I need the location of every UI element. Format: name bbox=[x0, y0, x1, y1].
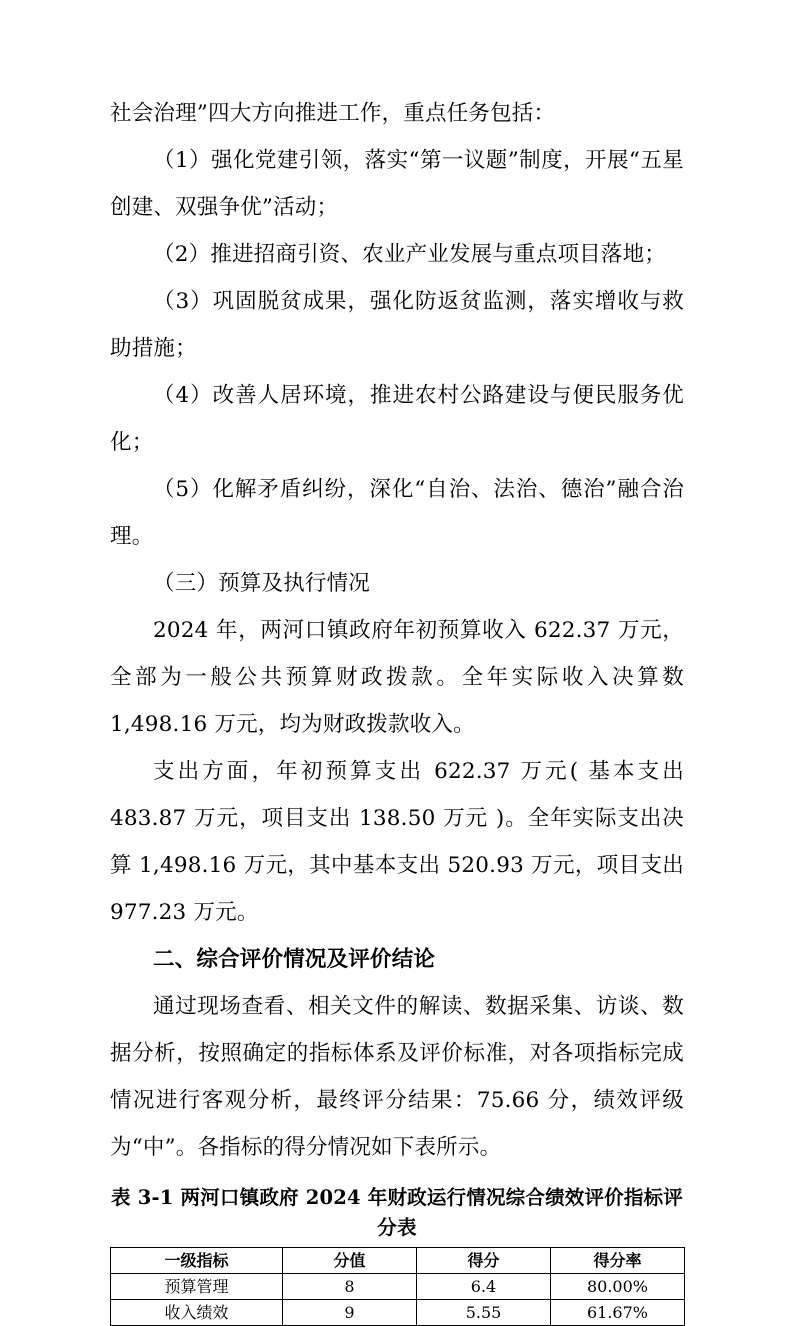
table-cell: 61.67% bbox=[551, 1300, 685, 1326]
score-table bbox=[110, 1247, 685, 1326]
paragraph: 通过现场查看、相关文件的解读、数据采集、访谈、数据分析，按照确定的指标体系及评价标准，对各项指标完成情况进行客观分析，最终评分结果：75.66 分，绩效评级为“中”。各指标的得分情况如下表所示。 bbox=[110, 994, 684, 1160]
table-cell: 9 bbox=[283, 1300, 417, 1326]
paragraph: 2024 年，两河口镇政府年初预算收入 622.37 万元，全部为一般公共预算财政拨款。全年实际收入决算数 1,498.16 万元，均为财政拨款收入。 bbox=[110, 618, 684, 737]
table-cell: 80.00% bbox=[551, 1274, 685, 1300]
paragraph: （3）巩固脱贫成果，强化防返贫监测，落实增收与救助措施； bbox=[110, 289, 684, 361]
table-header-cell: 得分 bbox=[417, 1248, 551, 1274]
paragraph: （2）推进招商引资、农业产业发展与重点项目落地； bbox=[153, 242, 666, 267]
section-heading: 二、综合评价情况及评价结论 bbox=[153, 947, 436, 972]
table-cell: 收入绩效 bbox=[111, 1300, 283, 1326]
subsection-heading: （三）预算及执行情况 bbox=[153, 571, 371, 596]
table-caption: 表 3-1 两河口镇政府 2024 年财政运行情况综合绩效评价指标评分表 bbox=[111, 1186, 683, 1239]
table-cell: 8 bbox=[283, 1274, 417, 1300]
paragraph: 社会治理”四大方向推进工作，重点任务包括： bbox=[110, 101, 556, 126]
table-header-cell: 分值 bbox=[283, 1248, 417, 1274]
paragraph: （1）强化党建引领，落实“第一议题”制度，开展“五星创建、双强争优”活动； bbox=[110, 148, 684, 220]
table-row bbox=[111, 1300, 685, 1326]
paragraph: （4）改善人居环境，推进农村公路建设与便民服务优化； bbox=[110, 383, 684, 455]
table-header-row bbox=[111, 1248, 685, 1274]
table-cell: 6.4 bbox=[417, 1274, 551, 1300]
table-cell: 5.55 bbox=[417, 1300, 551, 1326]
paragraph: 支出方面，年初预算支出 622.37 万元( 基本支出 483.87 万元，项目支出 138.50 万元 )。全年实际支出决算 1,498.16 万元，其中基本支出 520.93 万元，项目支出 977.23 万元。 bbox=[110, 759, 684, 925]
document-body bbox=[110, 90, 684, 1171]
paragraph: （5）化解矛盾纠纷，深化“自治、法治、德治”融合治理。 bbox=[110, 477, 684, 549]
table-row bbox=[111, 1274, 685, 1300]
table-header-cell: 一级指标 bbox=[111, 1248, 283, 1274]
table-cell: 预算管理 bbox=[111, 1274, 283, 1300]
table-header-cell: 得分率 bbox=[551, 1248, 685, 1274]
